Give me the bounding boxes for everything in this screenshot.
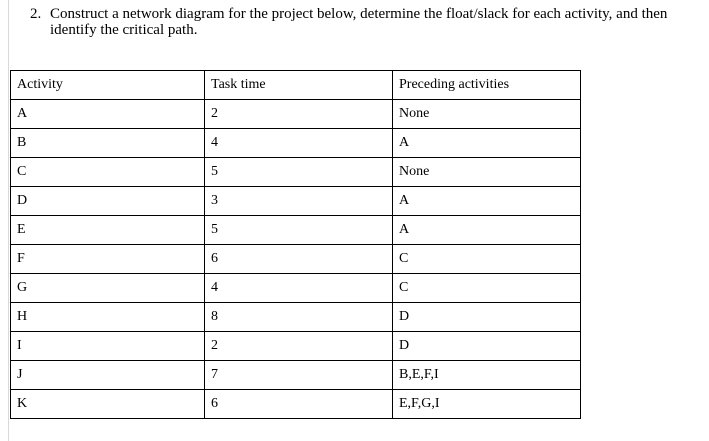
- cell-task-time: 4: [205, 274, 393, 303]
- cell-task-time: 5: [205, 158, 393, 187]
- cell-activity: H: [11, 303, 205, 332]
- activity-table: [10, 70, 581, 419]
- table-row: [11, 187, 581, 216]
- table-row: [11, 274, 581, 303]
- question-line-1-text: Construct a network diagram for the project below, determine the float/slack for each activity, and then: [50, 6, 668, 22]
- cell-preceding: D: [393, 303, 581, 332]
- cell-activity: A: [11, 100, 205, 129]
- table-row: [11, 216, 581, 245]
- header-preceding-activities: Preceding activities: [393, 71, 581, 100]
- cell-task-time: 4: [205, 129, 393, 158]
- cell-activity: J: [11, 361, 205, 390]
- table-row: [11, 390, 581, 419]
- cell-task-time: 3: [205, 187, 393, 216]
- table-row: [11, 245, 581, 274]
- cell-activity: B: [11, 129, 205, 158]
- cell-task-time: 5: [205, 216, 393, 245]
- question-line-2: identify the critical path.: [50, 22, 198, 38]
- left-margin-rule: [8, 0, 9, 441]
- cell-preceding: A: [393, 216, 581, 245]
- cell-task-time: 6: [205, 245, 393, 274]
- cell-activity: D: [11, 187, 205, 216]
- header-task-time: Task time: [205, 71, 393, 100]
- cell-task-time: 2: [205, 100, 393, 129]
- cell-preceding: C: [393, 274, 581, 303]
- header-activity: Activity: [11, 71, 205, 100]
- cell-activity: E: [11, 216, 205, 245]
- question-text: [30, 6, 705, 38]
- cell-preceding: B,E,F,I: [393, 361, 581, 390]
- cell-preceding: D: [393, 332, 581, 361]
- cell-activity: F: [11, 245, 205, 274]
- cell-activity: I: [11, 332, 205, 361]
- cell-preceding: E,F,G,I: [393, 390, 581, 419]
- cell-task-time: 8: [205, 303, 393, 332]
- table-row: [11, 361, 581, 390]
- cell-preceding: A: [393, 187, 581, 216]
- cell-preceding: A: [393, 129, 581, 158]
- cell-task-time: 6: [205, 390, 393, 419]
- table-header-row: [11, 71, 581, 100]
- cell-preceding: None: [393, 158, 581, 187]
- cell-preceding: C: [393, 245, 581, 274]
- table-row: [11, 129, 581, 158]
- cell-task-time: 7: [205, 361, 393, 390]
- cell-task-time: 2: [205, 332, 393, 361]
- question-line-1: [30, 6, 705, 22]
- cell-preceding: None: [393, 100, 581, 129]
- table-row: [11, 303, 581, 332]
- cell-activity: K: [11, 390, 205, 419]
- table-row: [11, 332, 581, 361]
- table-row: [11, 158, 581, 187]
- cell-activity: G: [11, 274, 205, 303]
- table-row: [11, 100, 581, 129]
- question-number: 2.: [30, 6, 42, 22]
- cell-activity: C: [11, 158, 205, 187]
